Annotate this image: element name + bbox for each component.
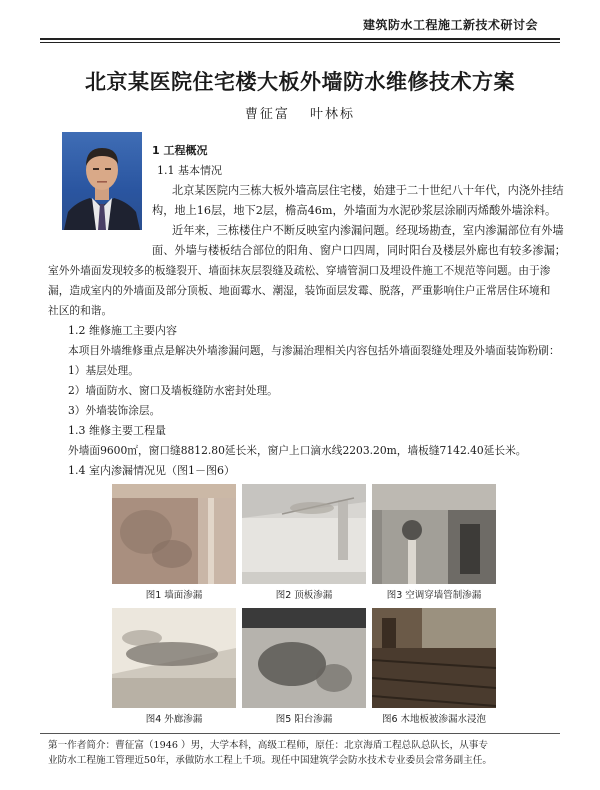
- figure-2-photo: [242, 484, 366, 584]
- paragraph-line: 室外外墙面发现较多的板缝裂开、墙面抹灰层裂缝及疏松、穿墙管洞口及埋设件施工不规范等问题。由于渗: [48, 264, 551, 277]
- subsection-heading: 1.1 基本情况: [157, 164, 222, 177]
- header-rule-thin: [40, 42, 560, 43]
- paragraph-line: 北京某医院内三栋大板外墙高层住宅楼，始建于二十世纪八十年代，内浇外挂结: [172, 184, 564, 197]
- footnote-line: 业防水工程施工管理近50年，承做防水工程上千项。现任中国建筑学会防水技术专业委员会常务副主任。: [48, 755, 492, 766]
- paragraph-line: 社区的和谐。: [48, 304, 113, 317]
- figure-4-photo: [112, 608, 236, 708]
- figure-1-photo: [112, 484, 236, 584]
- header-rule-thick: [40, 38, 560, 40]
- footnote-line: 第一作者简介：曹征富（1946 ）男，大学本科，高级工程师，原任：北京海盾工程总队总队长，从事专: [48, 740, 488, 751]
- figure-5-photo: [242, 608, 366, 708]
- figure-1-caption: 图1 墙面渗漏: [145, 590, 203, 601]
- subsection-heading: 1.3 维修主要工程量: [68, 424, 166, 437]
- section-heading: 1 工程概况: [152, 144, 208, 157]
- figure-4-caption: 图4 外廊渗漏: [145, 714, 203, 725]
- figure-5: [242, 608, 366, 725]
- figure-6-photo: [372, 608, 496, 708]
- subsection-heading: 1.2 维修施工主要内容: [68, 324, 177, 337]
- section-1-block: [152, 141, 566, 261]
- list-item: 3）外墙装饰涂层。: [68, 404, 161, 417]
- figure-4: [112, 608, 236, 725]
- list-item: 1）基层处理。: [68, 364, 139, 377]
- figure-6-caption: 图6 木地板被渗漏水浸泡: [381, 714, 487, 725]
- subsection-heading: 1.4 室内渗漏情况见（图1－图6）: [68, 464, 235, 477]
- paragraph-line: 近年来，三栋楼住户不断反映室内渗漏问题。经现场勘查，室内渗漏部位有外墙: [172, 224, 564, 237]
- section-1-continued: [48, 261, 560, 481]
- figure-3-photo: [372, 484, 496, 584]
- figure-row-1: [112, 484, 496, 601]
- figure-5-caption: 图5 阳台渗漏: [275, 714, 333, 725]
- running-head: [0, 14, 600, 40]
- paragraph-line: 面、外墙与楼板结合部位的阳角、窗户口四周，同时阳台及楼层外廊也有较多渗漏；: [152, 244, 566, 257]
- figure-2-caption: 图2 顶板渗漏: [275, 590, 333, 601]
- paragraph-line: 本项目外墙维修重点是解决外墙渗漏问题，与渗漏治理相关内容包括外墙面裂缝处理及外墙面装饰粉刷：: [68, 344, 560, 357]
- figure-3: [372, 484, 496, 601]
- running-head-text: 建筑防水工程施工新技术研讨会: [362, 18, 538, 32]
- paragraph-line: 构，地上16层，地下2层，檐高46m，外墙面为水泥砂浆层涂刷丙烯酸外墙涂料。: [152, 204, 557, 217]
- paragraph-line: 外墙面9600㎡，窗口缝8812.80延长米，窗户上口滴水线2203.20m，墙板缝7142.40延长米。: [68, 444, 527, 457]
- footnote-rule: [40, 733, 560, 734]
- figure-3-caption: 图3 空调穿墙管制渗漏: [386, 590, 482, 601]
- paragraph-line: 漏，造成室内的外墙面及部分顶板、地面霉水、潮湿，装饰面层发霉、脱落，严重影响住户正常居住环境和: [48, 284, 551, 297]
- author-footnote: [48, 738, 568, 768]
- figure-6: [372, 608, 496, 725]
- author-portrait: [62, 132, 142, 230]
- figure-2: [242, 484, 366, 601]
- figure-row-2: [112, 608, 496, 725]
- figure-1: [112, 484, 236, 601]
- paper-authors: 曹征富 叶林标: [244, 107, 356, 122]
- paper-title: 北京某医院住宅楼大板外墙防水维修技术方案: [85, 70, 515, 94]
- list-item: 2）墙面防水、窗口及墙板缝防水密封处理。: [68, 384, 278, 397]
